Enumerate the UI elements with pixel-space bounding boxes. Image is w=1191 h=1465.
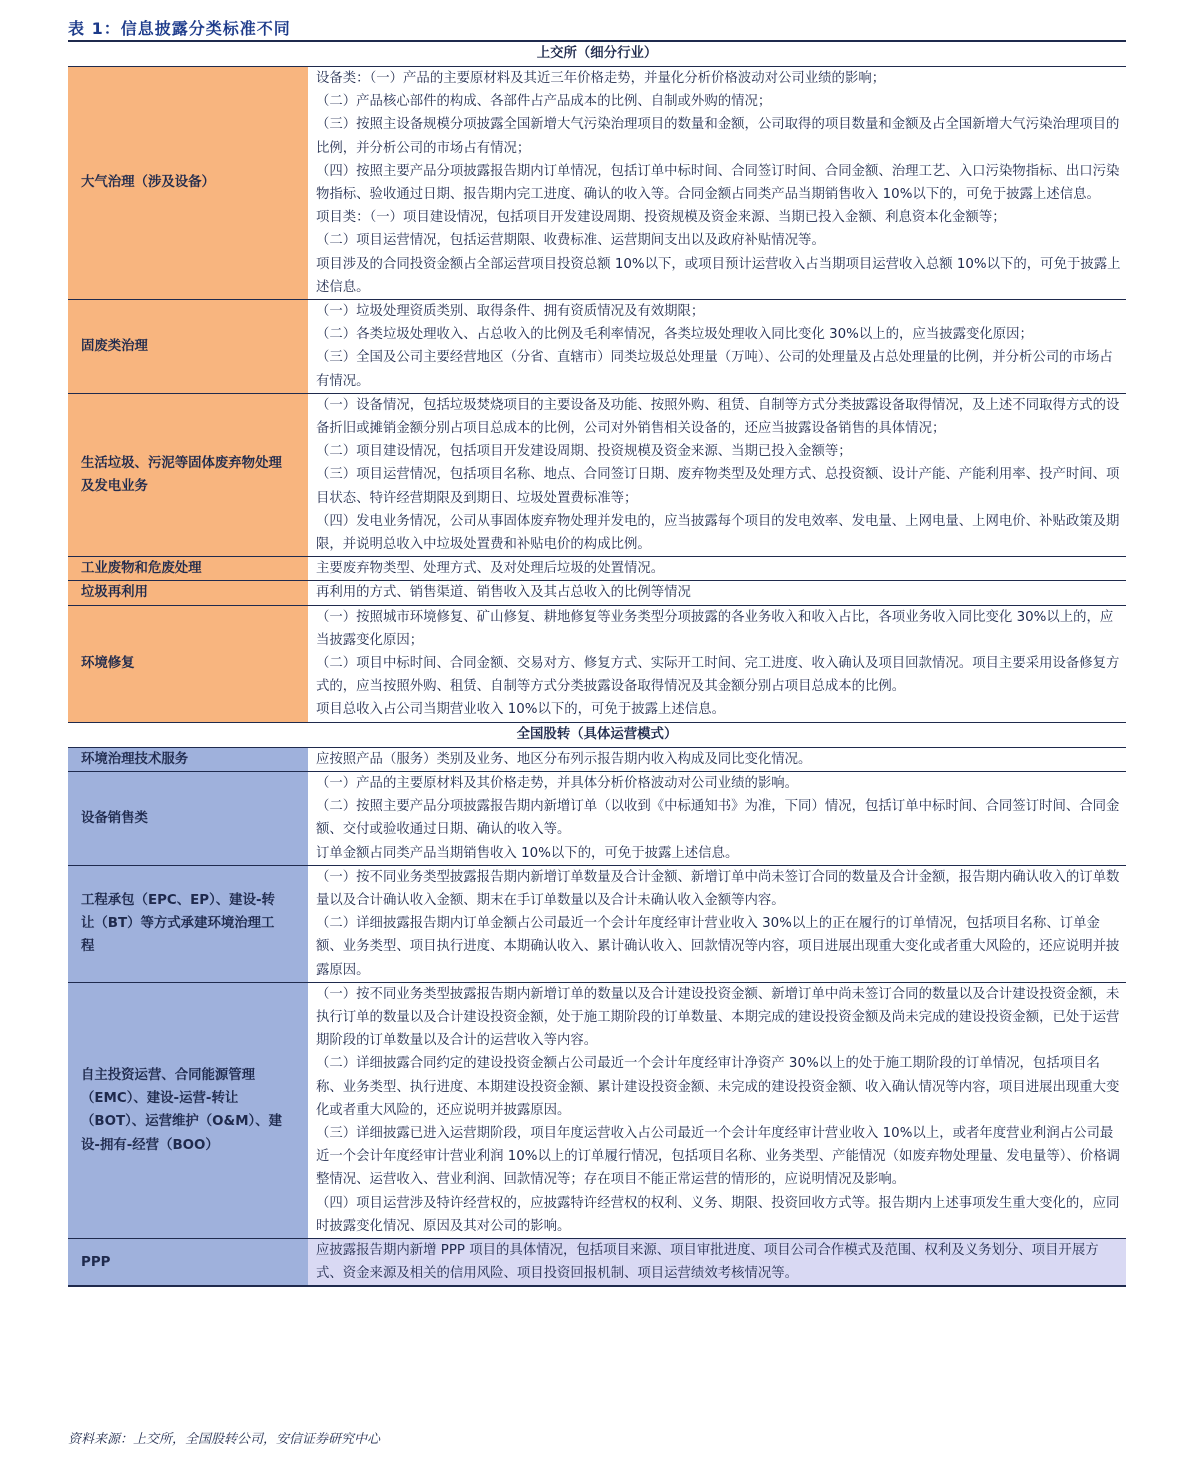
description-paragraph: （三）详细披露已进入运营期阶段，项目年度运营收入占公司最近一个会计年度经审计营业收入 10%以上，或者年度营业利润占公司最近一个会计年度经审计营业利润 10%以上的订单履行情况，包括项目名称、业务类型、产能情况（如废弃物处理量、发电量等）、价格调整情况、运营收入、营业利润、回款情况等；存在项目不能正常运营的情形的，应说明情况及影响。 [316,1125,1120,1188]
description-paragraph: （一）按不同业务类型披露报告期内新增订单数量及合计金额、新增订单中尚未签订合同的数量及合计金额，报告期内确认收入的订单数量以及合计确认收入金额、期末在手订单数量以及合计未确认收入金额等内容。 [316,869,1120,908]
row-description [308,771,1126,865]
label-gap [294,605,308,722]
label-gap [294,982,308,1238]
label-gap [294,557,308,581]
row-label: 环境治理技术服务 [68,747,294,771]
row-description [308,1238,1126,1286]
description-paragraph: 订单金额占同类产品当期销售收入 10%以下的，可免于披露上述信息。 [316,845,739,861]
row-label: 生活垃圾、污泥等固体废弃物处理及发电业务 [68,393,294,556]
description-paragraph: （二）按照主要产品分项披露报告期内新增订单（以收到《中标通知书》为准，下同）情况，包括订单中标时间、合同签订时间、合同金额、交付或验收通过日期、确认的收入等。 [316,799,1120,838]
table-row [68,1238,1126,1286]
description-paragraph: （一）按照城市环境修复、矿山修复、耕地修复等业务类型分项披露的各业务收入和收入占比，各项业务收入同比变化 30%以上的，应当披露变化原因； [316,609,1114,648]
row-label: 工程承包（EPC、EP）、建设-转让（BT）等方式承建环境治理工程 [68,865,294,982]
description-paragraph: （一）设备情况，包括垃圾焚烧项目的主要设备及功能、按照外购、租赁、自制等方式分类披露设备取得情况，及上述不同取得方式的设备折旧或摊销金额分别占项目总成本的比例，公司对外销售相关设备的，还应当披露设备销售的具体情况； [316,397,1120,437]
label-gap [294,393,308,556]
section-header: 上交所（细分行业） [68,41,1126,67]
table-row [68,982,1126,1238]
description-paragraph: 项目类：（一）项目建设情况，包括项目开发建设周期、投资规模及资金来源、当期已投入金额、利息资本化金额等； [316,210,1006,226]
source-note: 资料来源：上交所，全国股转公司，安信证券研究中心 [68,1432,381,1447]
section-header-row [68,41,1126,67]
row-description [308,67,1126,300]
description-paragraph: （三）全国及公司主要经营地区（分省、直辖市）同类垃圾总处理量（万吨）、公司的处理量及占总处理量的比例，并分析公司的市场占有情况。 [316,350,1113,389]
table-row [68,865,1126,982]
row-label: 固废类治理 [68,300,294,394]
table-row [68,300,1126,394]
row-description [308,605,1126,722]
row-description [308,557,1126,581]
description-paragraph: （二）详细披露合同约定的建设投资金额占公司最近一个会计年度经审计净资产 30%以上的处于施工期阶段的订单情况，包括项目名称、业务类型、执行进度、本期建设投资金额、累计建设投资金额、未完成的建设投资金额、收入确认情况等内容，项目进展出现重大变化或者重大风险的，还应说明并披露原因。 [316,1056,1120,1118]
row-description [308,300,1126,394]
description-paragraph: （一）垃圾处理资质类别、取得条件、拥有资质情况及有效期限； [316,304,705,320]
description-paragraph: 项目涉及的合同投资金额占全部运营项目投资总额 10%以下，或项目预计运营收入占当期项目运营收入总额 10%以下的，可免于披露上述信息。 [316,256,1121,295]
description-paragraph: 应披露报告期内新增 PPP 项目的具体情况，包括项目来源、项目审批进度、项目公司合作模式及范围、权利及义务划分、项目开展方式、资金来源及相关的信用风险、项目投资回报机制、项目运营绩效考核情况等。 [316,1242,1099,1282]
row-label: 大气治理（涉及设备） [68,67,294,300]
label-gap [294,1238,308,1286]
description-paragraph: 设备类：（一）产品的主要原材料及其近三年价格走势，并量化分析价格波动对公司业绩的影响； [316,71,886,86]
description-paragraph: 项目总收入占公司当期营业收入 10%以下的，可免于披露上述信息。 [316,702,725,718]
row-description [308,982,1126,1238]
label-gap [294,67,308,300]
description-paragraph: 主要废弃物类型、处理方式、及对处理后垃圾的处置情况。 [316,561,665,577]
section-header-row [68,722,1126,747]
table-row [68,67,1126,300]
table-row [68,393,1126,556]
label-gap [294,747,308,771]
row-description [308,865,1126,982]
description-paragraph: （四）按照主要产品分项披露报告期内订单情况，包括订单中标时间、合同签订时间、合同金额、治理工艺、入口污染物指标、出口污染物指标、验收通过日期、报告期内完工进度、确认的收入等。合同金额占同类产品当期销售收入 10%以下的，可免于披露上述信息。 [316,163,1120,203]
row-description [308,747,1126,771]
row-description [308,581,1126,605]
row-label: 垃圾再利用 [68,581,294,605]
description-paragraph: （二）项目建设情况，包括项目开发建设周期、投资规模及资金来源、当期已投入金额等； [316,444,852,460]
row-label: 工业废物和危废处理 [68,557,294,581]
description-paragraph: （一）按不同业务类型披露报告期内新增订单的数量以及合计建设投资金额、新增订单中尚未签订合同的数量以及合计建设投资金额，未执行订单的数量以及合计建设投资金额，处于施工期阶段的订单数量、本期完成的建设投资金额及尚未完成的建设投资金额，已处于运营期阶段的订单数量以及合计的运营收入等内容。 [316,986,1120,1049]
description-paragraph: 再利用的方式、销售渠道、销售收入及其占总收入的比例等情况 [316,585,691,601]
table-row [68,747,1126,771]
label-gap [294,300,308,394]
description-paragraph: （三）按照主设备规模分项披露全国新增大气污染治理项目的数量和金额，公司取得的项目数量和金额及占全国新增大气污染治理项目的比例，并分析公司的市场占有情况； [316,117,1120,156]
section-header: 全国股转（具体运营模式） [68,722,1126,747]
table-row [68,605,1126,722]
table-row [68,557,1126,581]
row-label: PPP [68,1238,294,1286]
description-paragraph: （二）产品核心部件的构成、各部件占产品成本的比例、自制或外购的情况； [316,94,772,110]
description-paragraph: （四）发电业务情况，公司从事固体废弃物处理并发电的，应当披露每个项目的发电效率、发电量、上网电量、上网电价、补贴政策及期限，并说明总收入中垃圾处置费和补贴电价的构成比例。 [316,513,1120,553]
description-paragraph: （二）详细披露报告期内订单金额占公司最近一个会计年度经审计营业收入 30%以上的正在履行的订单情况，包括项目名称、订单金额、业务类型、项目执行进度、本期确认收入、累计确认收入、回款情况等内容，项目进展出现重大变化或者重大风险的，还应说明并披露原因。 [316,916,1120,978]
disclosure-table [68,40,1126,1287]
row-label: 设备销售类 [68,771,294,865]
table-row [68,581,1126,605]
table-row [68,771,1126,865]
row-label: 环境修复 [68,605,294,722]
description-paragraph: （三）项目运营情况，包括项目名称、地点、合同签订日期、废弃物类型及处理方式、总投资额、设计产能、产能利用率、投产时间、项目状态、特许经营期限及到期日、垃圾处置费标准等； [316,467,1120,506]
description-paragraph: （一）产品的主要原材料及其价格走势，并具体分析价格波动对公司业绩的影响。 [316,775,799,791]
row-label: 自主投资运营、合同能源管理（EMC）、建设-运营-转让（BOT）、运营维护（O&M）、建设-拥有-经营（BOO） [68,982,294,1238]
label-gap [294,581,308,605]
description-paragraph: （二）项目中标时间、合同金额、交易对方、修复方式、实际开工时间、完工进度、收入确认及项目回款情况。项目主要采用设备修复方式的，应当按照外购、租赁、自制等方式分类披露设备取得情况及其金额分别占项目总成本的比例。 [316,656,1120,695]
description-paragraph: （二）各类垃圾处理收入、占总收入的比例及毛利率情况，各类垃圾处理收入同比变化 30%以上的，应当披露变化原因； [316,327,1033,343]
table-title: 表 1：信息披露分类标准不同 [68,19,291,38]
description-paragraph: （二）项目运营情况，包括运营期限、收费标准、运营期间支出以及政府补贴情况等。 [316,233,825,249]
description-paragraph: 应按照产品（服务）类别及业务、地区分布列示报告期内收入构成及同比变化情况。 [316,751,812,767]
row-description [308,393,1126,556]
label-gap [294,865,308,982]
label-gap [294,771,308,865]
description-paragraph: （四）项目运营涉及特许经营权的，应披露特许经营权的权利、义务、期限、投资回收方式等。报告期内上述事项发生重大变化的，应同时披露变化情况、原因及其对公司的影响。 [316,1195,1120,1234]
